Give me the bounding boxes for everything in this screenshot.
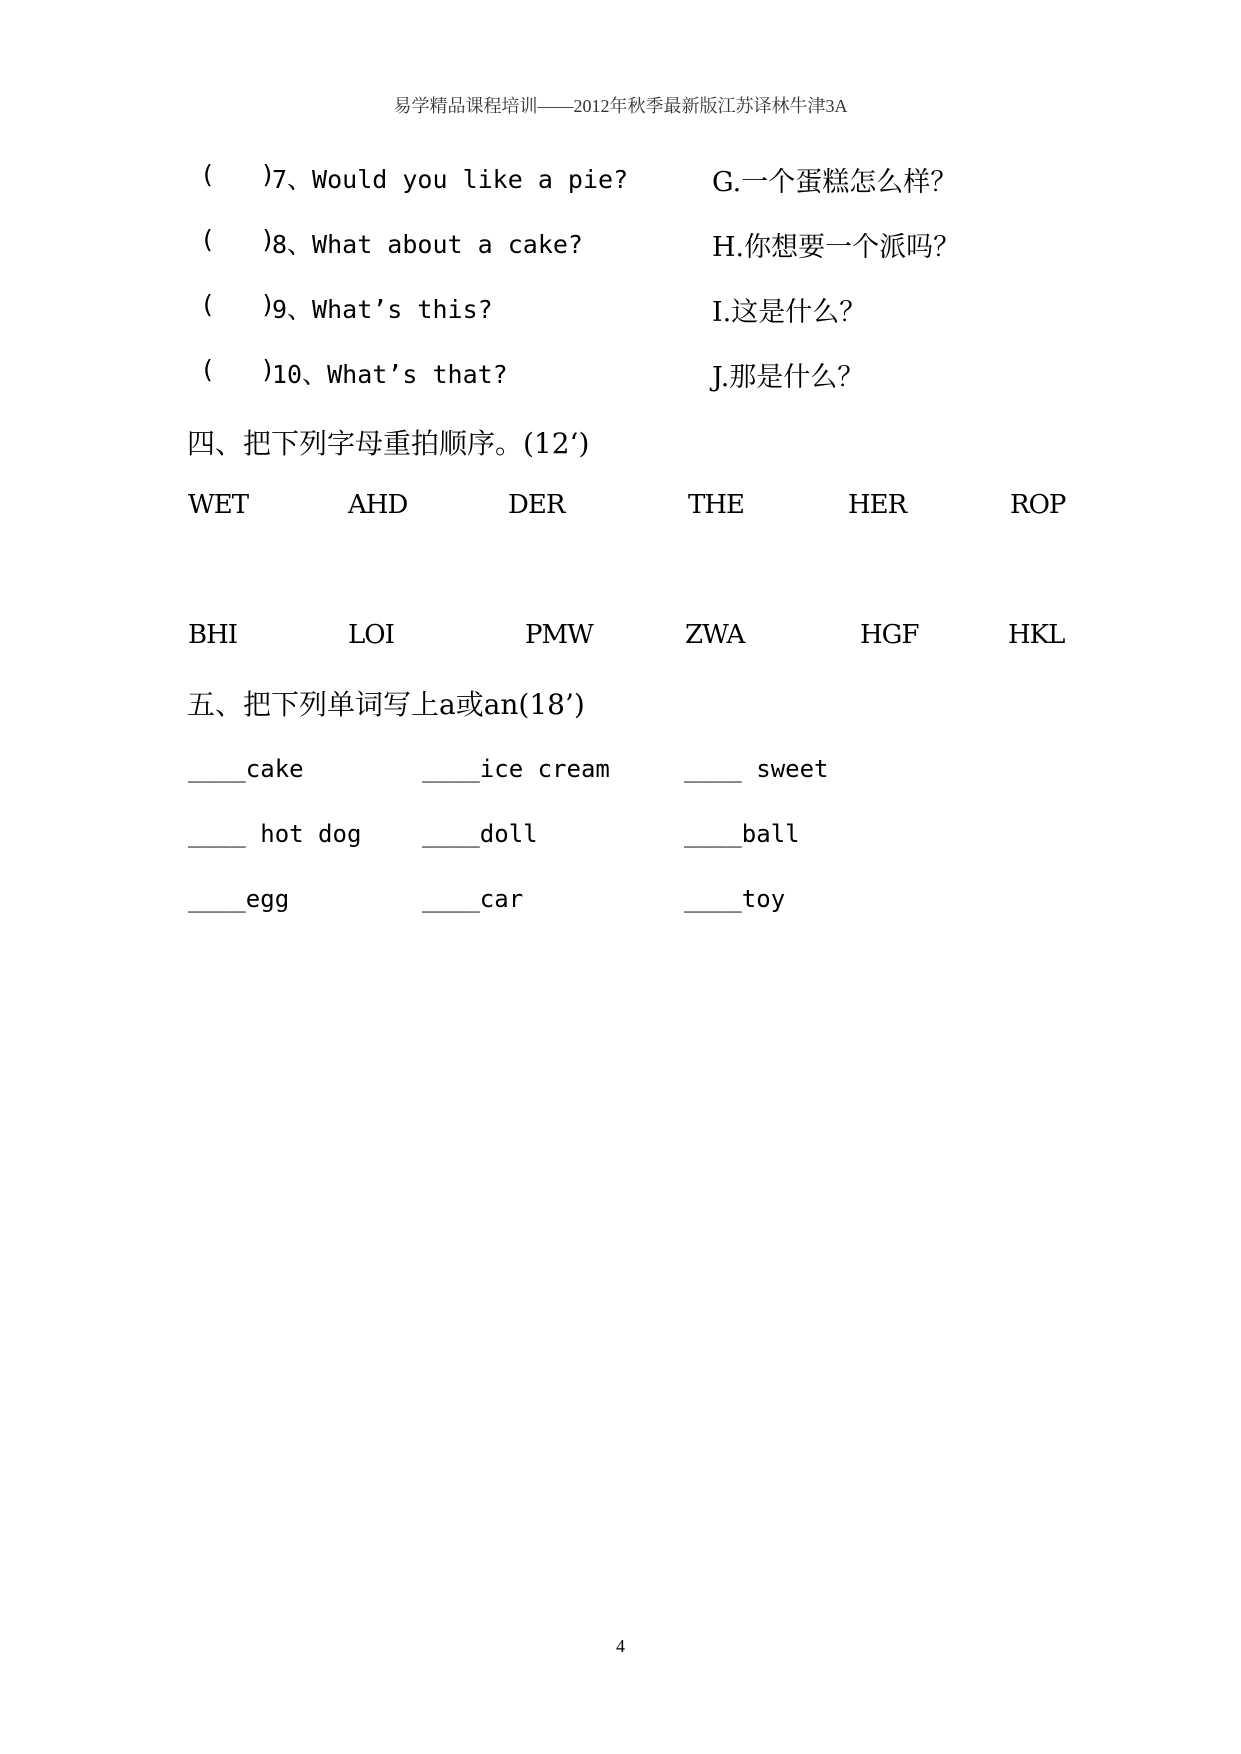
answer-option: I.这是什么？ bbox=[712, 297, 867, 328]
answer-option: J.那是什么？ bbox=[712, 362, 865, 393]
page-header: 易学精品课程培训——2012年秋季最新版江苏译林牛津3A bbox=[393, 96, 848, 116]
section-4-title: 四、把下列字母重拍顺序。(12‘) bbox=[187, 427, 590, 460]
matching-row bbox=[0, 225, 1241, 265]
question-text: 10、What’s that? bbox=[272, 360, 508, 389]
scrambled-letters: ROP bbox=[1010, 490, 1066, 520]
question-text: 7、Would you like a pie? bbox=[272, 165, 629, 194]
answer-bracket[interactable]: ( ) bbox=[200, 290, 276, 319]
scrambled-letters: ZWA bbox=[685, 620, 745, 650]
page-number: 4 bbox=[616, 1636, 625, 1656]
matching-row bbox=[0, 160, 1241, 200]
scrambled-letters: PMW bbox=[525, 620, 593, 650]
scrambled-letters: HER bbox=[848, 490, 907, 520]
scrambled-letters: WET bbox=[188, 490, 249, 520]
scrambled-letters: HKL bbox=[1008, 620, 1065, 650]
answer-bracket[interactable]: ( ) bbox=[200, 355, 276, 384]
scrambled-letters: HGF bbox=[860, 620, 919, 650]
scrambled-letters: AHD bbox=[348, 490, 408, 520]
answer-bracket[interactable]: ( ) bbox=[200, 160, 276, 189]
answer-option: H.你想要一个派吗？ bbox=[712, 232, 961, 263]
fill-blank-word[interactable]: ____ hot dog bbox=[188, 820, 362, 848]
answer-option: G.一个蛋糕怎么样？ bbox=[712, 167, 958, 198]
word-row bbox=[0, 820, 1241, 860]
fill-blank-word[interactable]: ____egg bbox=[188, 885, 290, 913]
word-row bbox=[0, 755, 1241, 795]
fill-blank-word[interactable]: ____ sweet bbox=[684, 755, 829, 783]
letters-row-2 bbox=[0, 620, 1241, 660]
fill-blank-word[interactable]: ____ice cream bbox=[422, 755, 610, 783]
scrambled-letters: THE bbox=[688, 490, 744, 520]
matching-row bbox=[0, 355, 1241, 395]
word-row bbox=[0, 885, 1241, 925]
fill-blank-word[interactable]: ____cake bbox=[188, 755, 304, 783]
matching-row bbox=[0, 290, 1241, 330]
letters-row-1 bbox=[0, 490, 1241, 530]
question-text: 8、What about a cake? bbox=[272, 230, 583, 259]
section-5-title: 五、把下列单词写上a或an(18’) bbox=[187, 688, 585, 721]
scrambled-letters: DER bbox=[508, 490, 565, 520]
fill-blank-word[interactable]: ____car bbox=[422, 885, 524, 913]
fill-blank-word[interactable]: ____toy bbox=[684, 885, 786, 913]
question-text: 9、What’s this? bbox=[272, 295, 493, 324]
answer-bracket[interactable]: ( ) bbox=[200, 225, 276, 254]
fill-blank-word[interactable]: ____ball bbox=[684, 820, 800, 848]
scrambled-letters: BHI bbox=[188, 620, 238, 650]
fill-blank-word[interactable]: ____doll bbox=[422, 820, 538, 848]
scrambled-letters: LOI bbox=[348, 620, 394, 650]
